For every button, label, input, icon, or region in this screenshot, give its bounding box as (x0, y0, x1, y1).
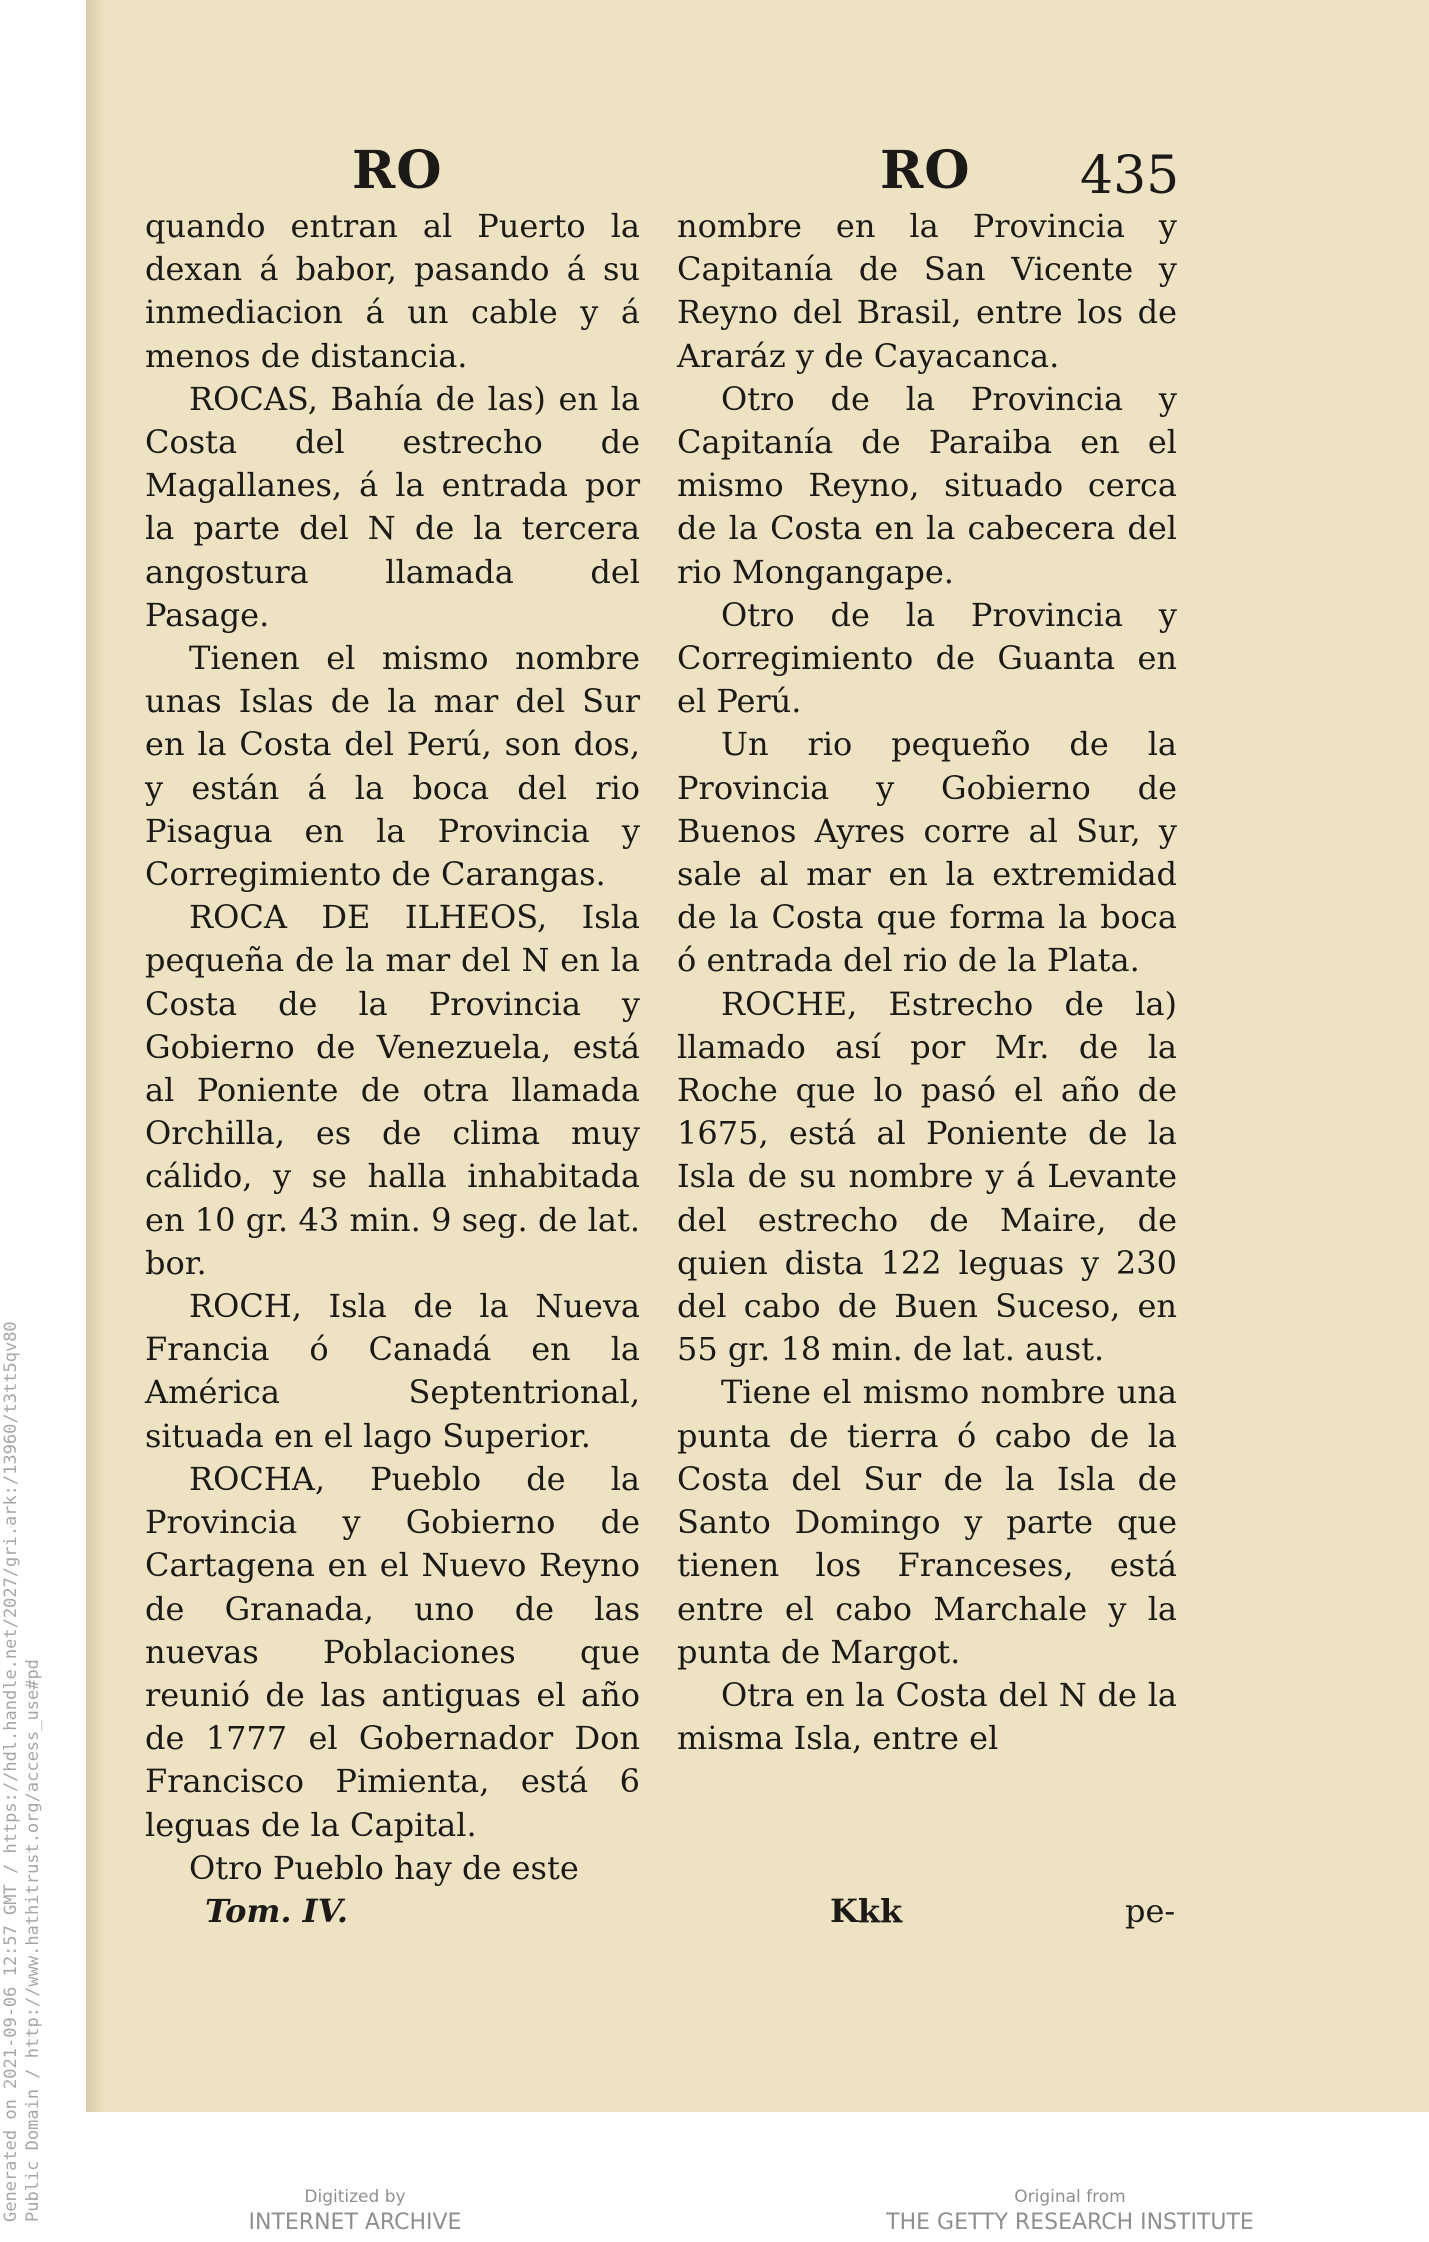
left-paragraph-5: ROCH, Isla de la Nueva Francia ó Canadá en la América Septentrional, situada en el lago Superior. (145, 1287, 640, 1455)
left-paragraph-4: ROCA DE ILHEOS, Isla pequeña de la mar del N en la Costa de la Provincia y Gobierno de Venezuela, está al Poniente de otra llamada Orchilla, es de clima muy cálido, y se halla inhabitada en 10 gr. 43 min. 9 seg. de lat. bor. (145, 898, 640, 1282)
catchword: pe- (1125, 1892, 1176, 1930)
running-head-left: RO (352, 140, 443, 201)
hathitrust-margin-note (0, 1072, 44, 2222)
right-paragraph-2: Otro de la Provincia y Capitanía de Paraiba en el mismo Reyno, situado cerca de la Costa en la cabecera del rio Mongangape. (677, 379, 1177, 591)
getty-institute-label: THE GETTY RESEARCH INSTITUTE (886, 2210, 1254, 2235)
right-paragraph-3: Otro de la Provincia y Corregimiento de Guanta en el Perú. (677, 595, 1177, 721)
right-paragraph-1: nombre en la Provincia y Capitanía de San Vicente y Reyno del Brasil, entre los de Araráz y de Cayacanca. (677, 207, 1177, 375)
margin-note-line-2: Public Domain / http://www.hathitrust.org/access_use#pd (23, 1659, 43, 2222)
gathering-signature: Kkk (830, 1892, 903, 1930)
left-paragraph-7: Otro Pueblo hay de este (189, 1848, 579, 1887)
original-from-label: Original from (1014, 2187, 1126, 2207)
left-paragraph-2: ROCAS, Bahía de las) en la Costa del estrecho de Magallanes, á la entrada por la parte del N de la tercera angostura llamada del Pasage. (145, 379, 640, 634)
running-head-right: RO (880, 140, 971, 201)
right-paragraph-6: Tiene el mismo nombre una punta de tierra ó cabo de la Costa del Sur de la Isla de Santo Domingo y parte que tienen los Franceses, está entre el cabo Marchale y la punta de Margot. (677, 1373, 1177, 1671)
page-gutter-shadow (86, 0, 106, 2112)
digitized-by-credit (210, 2186, 500, 2238)
left-column (145, 205, 640, 1890)
right-paragraph-5: ROCHE, Estrecho de la) llamado así por Mr. de la Roche que lo pasó el año de 1675, está al Poniente de la Isla de su nombre y á Levante del estrecho de Maire, de quien dista 122 leguas y 230 del cabo de Buen Suceso, en 55 gr. 18 min. de lat. aust. (677, 984, 1177, 1369)
original-from-credit (860, 2186, 1280, 2238)
left-paragraph-6: ROCHA, Pueblo de la Provincia y Gobierno de Cartagena en el Nuevo Reyno de Granada, uno de las nuevas Poblaciones que reunió de las antiguas el año de 1777 el Gobernador Don Francisco Pimienta, está 6 leguas de la Capital. (145, 1459, 640, 1844)
volume-signature: Tom. IV. (205, 1892, 348, 1930)
left-paragraph-1: quando entran al Puerto la dexan á babor, pasando á su inmediacion á un cable y á menos de distancia. (145, 207, 640, 375)
right-paragraph-7: Otra en la Costa del N de la misma Isla, entre el (677, 1675, 1177, 1758)
page-number: 435 (1080, 146, 1180, 206)
margin-note-line-1: Generated on 2021-09-06 12:57 GMT / https://hdl.handle.net/2027/gri.ark:/13960/t3tt5qv80 (1, 1321, 21, 2222)
right-column (677, 205, 1177, 1760)
left-paragraph-3: Tienen el mismo nombre unas Islas de la mar del Sur en la Costa del Perú, son dos, y están á la boca del rio Pisagua en la Provincia y Corregimiento de Carangas. (145, 639, 640, 894)
internet-archive-label: INTERNET ARCHIVE (248, 2210, 462, 2235)
right-paragraph-4: Un rio pequeño de la Provincia y Gobierno de Buenos Ayres corre al Sur, y sale al mar en la extremidad de la Costa que forma la boca ó entrada del rio de la Plata. (677, 725, 1177, 980)
digitized-by-label: Digitized by (304, 2187, 406, 2207)
